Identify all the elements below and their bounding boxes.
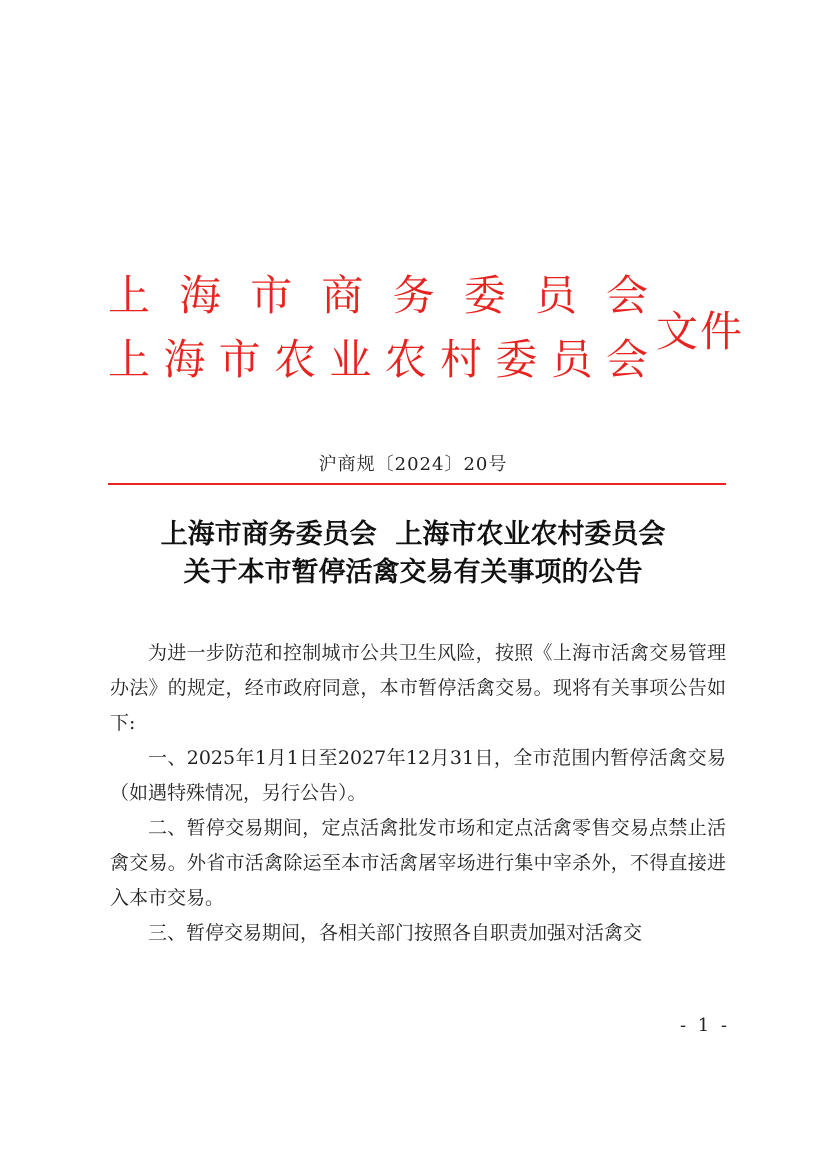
- org2-char: 业: [329, 335, 372, 384]
- org1-char: 上: [108, 271, 151, 320]
- page-number: - 1 -: [679, 1015, 730, 1036]
- org2-char: 委: [495, 335, 538, 384]
- org2-char: 海: [163, 335, 206, 384]
- org-name-commerce: [108, 268, 648, 324]
- org1-char: 务: [392, 271, 435, 320]
- org2-char: 农: [273, 335, 316, 384]
- document-number: 沪商规〔2024〕20号: [318, 454, 508, 475]
- document-title: [0, 516, 826, 592]
- org2-char: 会: [605, 335, 648, 384]
- document-body: [110, 636, 726, 951]
- org2-char: 上: [108, 335, 151, 384]
- paragraph-intro: 为进一步防范和控制城市公共卫生风险，按照《上海市活禽交易管理办法》的规定，经市政府同意，本市暂停活禽交易。现将有关事项公告如下:: [110, 642, 726, 734]
- org-name-agriculture: [108, 332, 648, 388]
- org1-char: 委: [463, 271, 506, 320]
- paragraph-item-1: 一、2025年1月1日至2027年12月31日，全市范围内暂停活禽交易（如遇特殊情况，另行公告）。: [110, 747, 726, 804]
- org1-char: 海: [179, 271, 222, 320]
- masthead-suffix: 文件: [656, 307, 745, 356]
- org1-char: 市: [250, 271, 293, 320]
- title-line-2: 关于本市暂停活禽交易有关事项的公告: [183, 557, 643, 588]
- red-divider: [108, 483, 726, 485]
- paragraph-item-3: 三、暂停交易期间，各相关部门按照各自职责加强对活禽交: [148, 922, 643, 944]
- title-line-1: 上海市商务委员会 上海市农业农村委员会: [160, 519, 666, 550]
- org2-char: 村: [439, 335, 482, 384]
- org2-char: 市: [218, 335, 261, 384]
- org1-char: 员: [534, 271, 577, 320]
- org2-char: 农: [384, 335, 427, 384]
- org2-char: 员: [550, 335, 593, 384]
- paragraph-item-2: 二、暂停交易期间，定点活禽批发市场和定点活禽零售交易点禁止活禽交易。外省市活禽除运至本市活禽屠宰场进行集中宰杀外，不得直接进入本市交易。: [110, 817, 726, 909]
- red-masthead: [108, 268, 748, 398]
- org1-char: 会: [605, 271, 648, 320]
- org1-char: 商: [321, 271, 364, 320]
